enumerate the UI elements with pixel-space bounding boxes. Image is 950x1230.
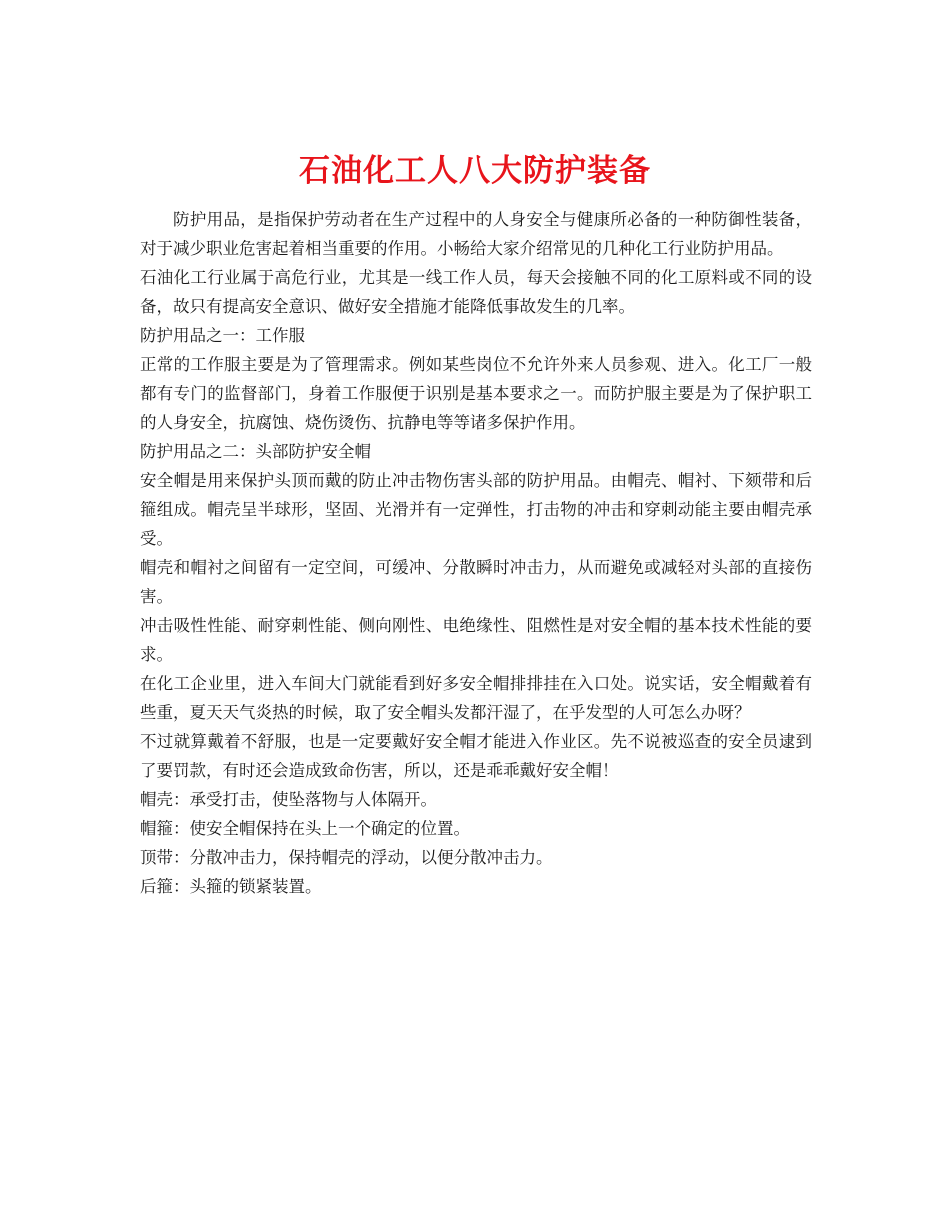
paragraph-intro: 防护用品，是指保护劳动者在生产过程中的人身安全与健康所必备的一种防御性装备，对于减少职业危害起着相当重要的作用。小畅给大家介绍常见的几种化工行业防护用品。: [140, 210, 812, 258]
section-heading-workwear: 防护用品之一：工作服: [140, 326, 305, 345]
list-item-top-strap: 顶带：分散冲击力，保持帽壳的浮动，以便分散冲击力。: [140, 848, 553, 867]
paragraph-workwear: 正常的工作服主要是为了管理需求。例如某些岗位不允许外来人员参观、进入。化工厂一般都有专门的监督部门，身着工作服便于识别是基本要求之一。而防护服主要是为了保护职工的人身安全，抗腐蚀、烧伤烫伤、抗静电等等诸多保护作用。: [140, 355, 812, 432]
paragraph-helmet-workshop: 在化工企业里，进入车间大门就能看到好多安全帽排排挂在入口处。说实话，安全帽戴着有些重，夏天天气炎热的时候，取了安全帽头发都汗湿了，在乎发型的人可怎么办呀？: [140, 674, 812, 722]
list-item-hoop: 帽箍：使安全帽保持在头上一个确定的位置。: [140, 819, 470, 838]
document-body: [140, 205, 812, 901]
paragraph-helmet-space: 帽壳和帽衬之间留有一定空间，可缓冲、分散瞬时冲击力，从而避免或减轻对头部的直接伤害。: [140, 558, 812, 606]
paragraph-helmet-must-wear: 不过就算戴着不舒服，也是一定要戴好安全帽才能进入作业区。先不说被巡查的安全员逮到了要罚款，有时还会造成致命伤害，所以，还是乖乖戴好安全帽！: [140, 732, 812, 780]
paragraph-helmet-requirements: 冲击吸性性能、耐穿刺性能、侧向刚性、电绝缘性、阻燃性是对安全帽的基本技术性能的要求。: [140, 616, 812, 664]
document-title: 石油化工人八大防护装备: [299, 152, 651, 189]
list-item-shell: 帽壳：承受打击，使坠落物与人体隔开。: [140, 790, 437, 809]
paragraph-industry: 石油化工行业属于高危行业，尤其是一线工作人员，每天会接触不同的化工原料或不同的设备，故只有提高安全意识、做好安全措施才能降低事故发生的几率。: [140, 268, 812, 316]
section-heading-helmet: 防护用品之二：头部防护安全帽: [140, 442, 371, 461]
list-item-back-hoop: 后箍：头箍的锁紧装置。: [140, 877, 322, 896]
paragraph-helmet-structure: 安全帽是用来保护头顶而戴的防止冲击物伤害头部的防护用品。由帽壳、帽衬、下颏带和后箍组成。帽壳呈半球形，坚固、光滑并有一定弹性，打击物的冲击和穿刺动能主要由帽壳承受。: [140, 471, 812, 548]
